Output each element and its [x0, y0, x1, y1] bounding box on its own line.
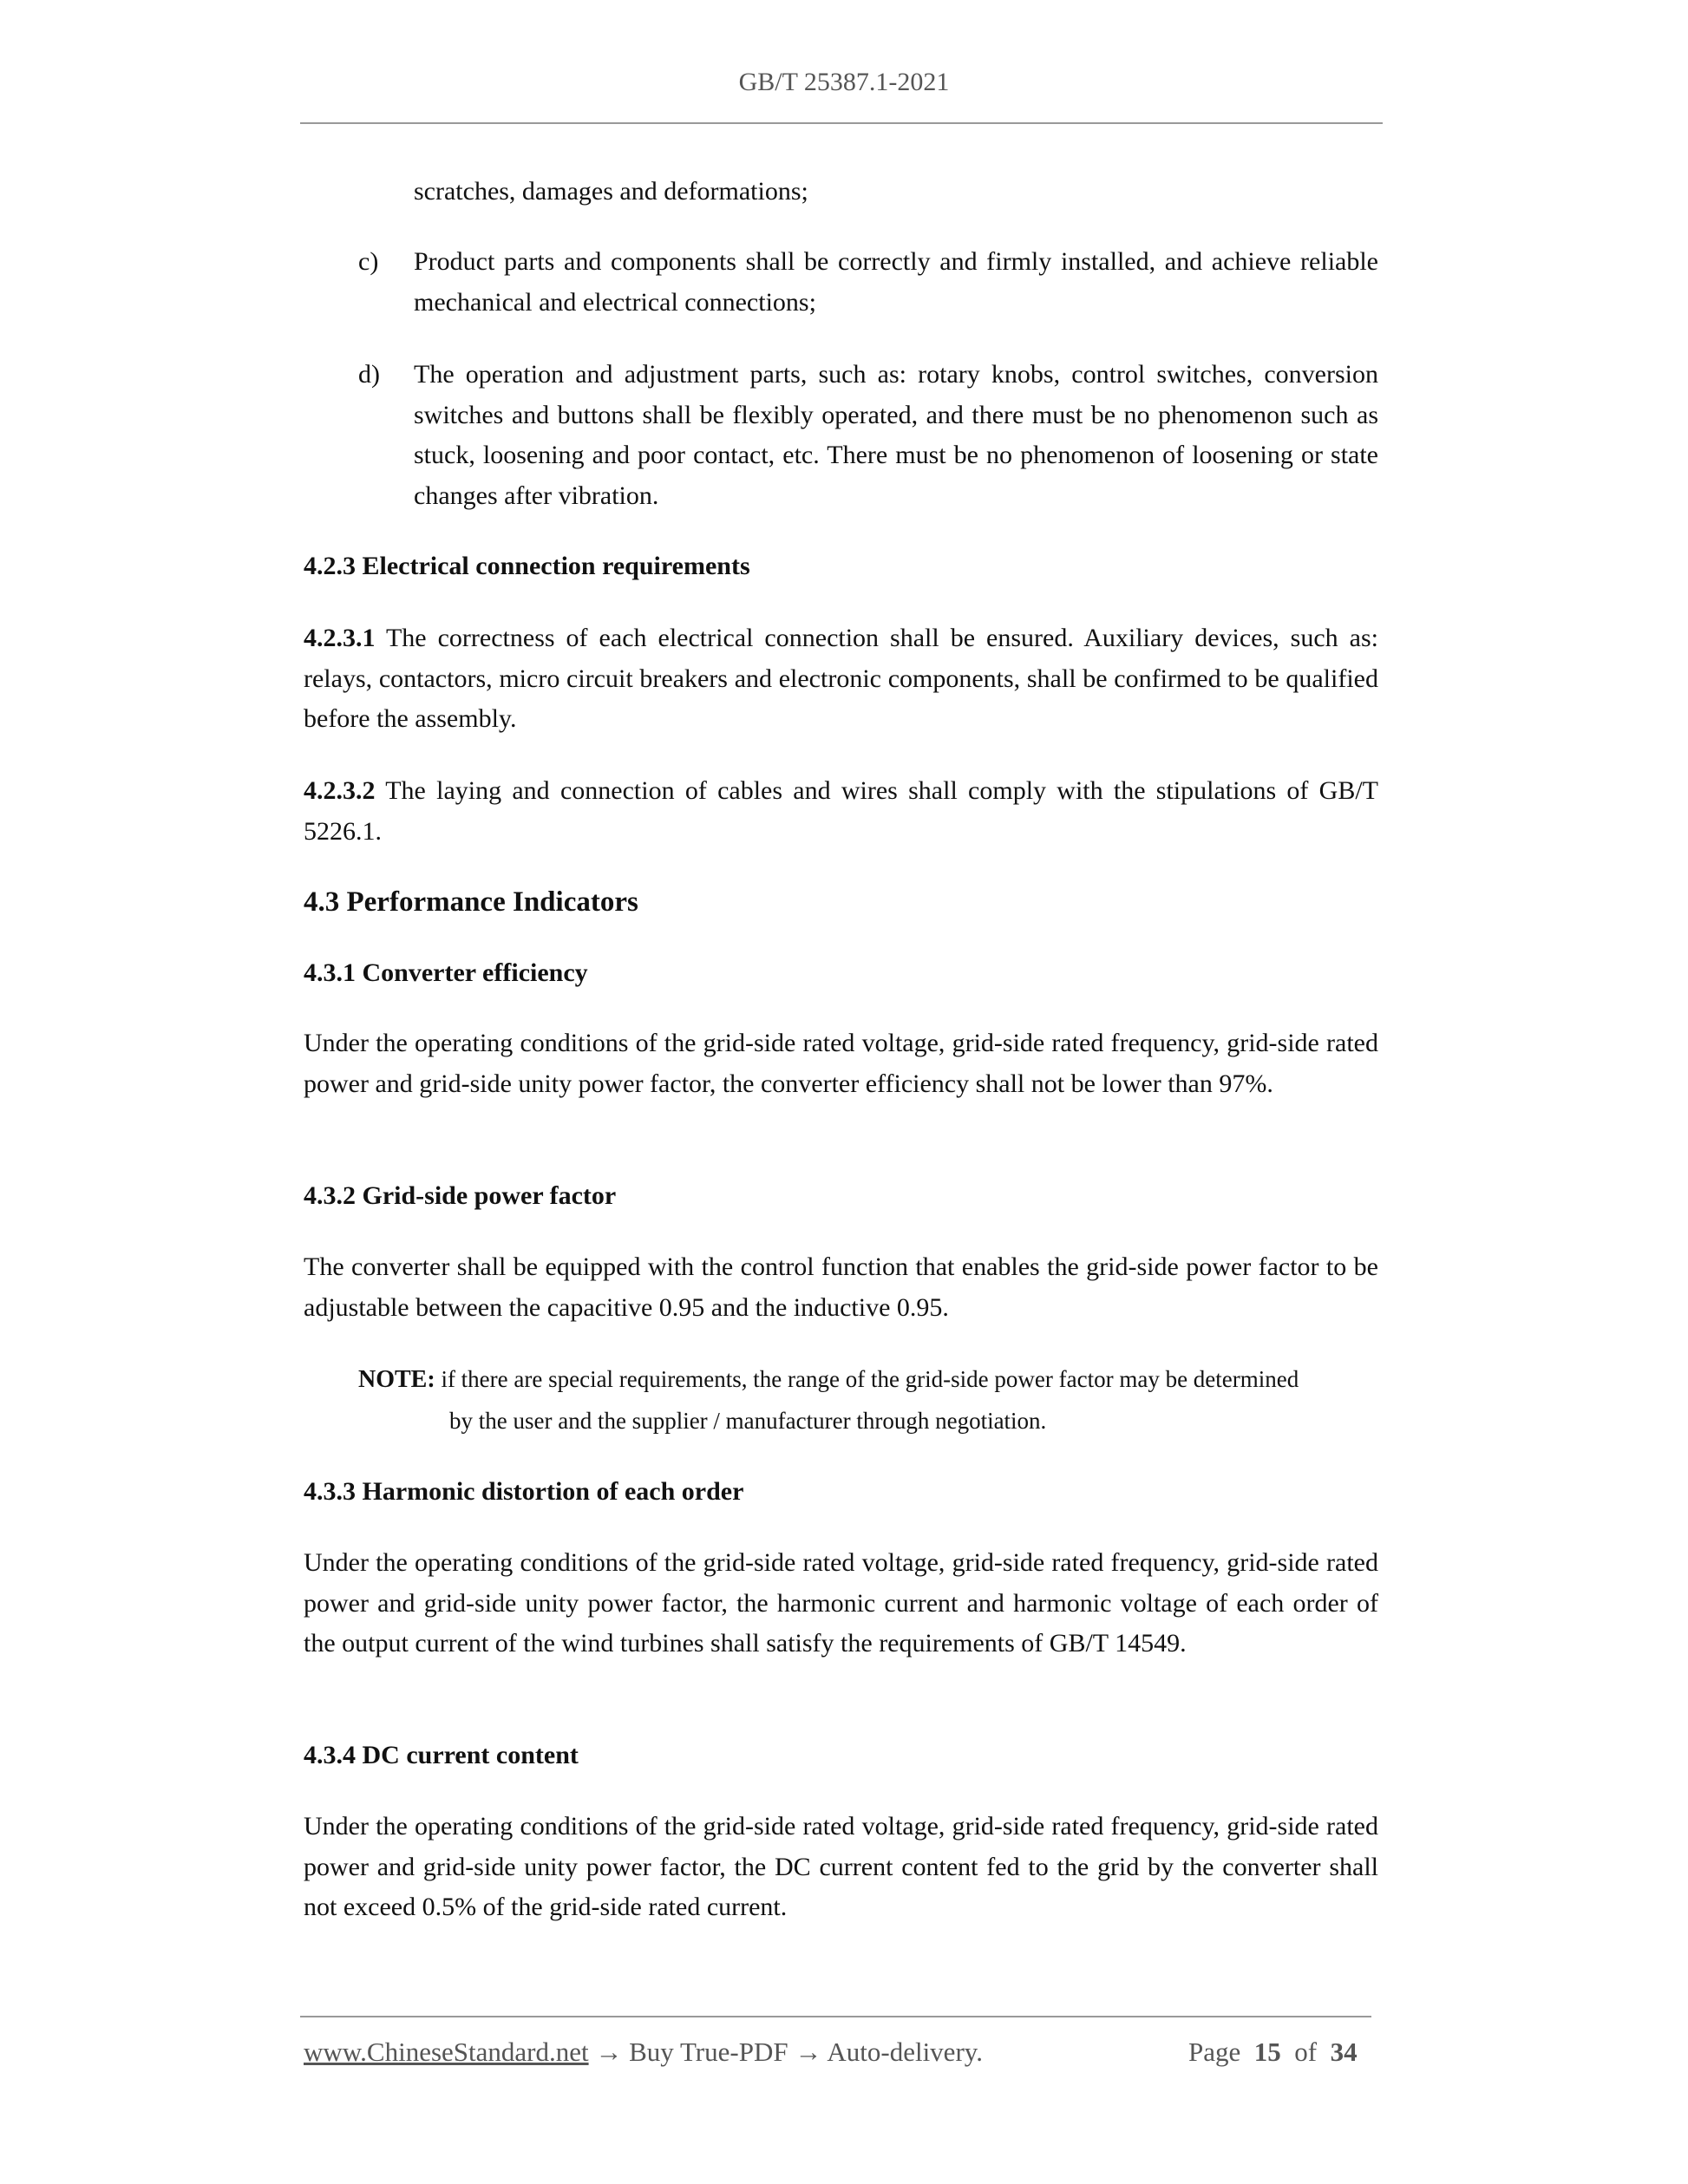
- section-heading-4-2-3: 4.2.3 Electrical connection requirements: [304, 552, 750, 580]
- list-label-d: d): [358, 360, 380, 389]
- page-number: 15: [1253, 2037, 1281, 2067]
- clause-number: 4.2.3.2: [304, 776, 376, 805]
- page-indicator: [1188, 2037, 1358, 2068]
- clause-text: The laying and connection of cables and wires shall comply with the stipulations of GB/T 5226.1.: [304, 776, 1378, 846]
- paragraph-4-2-3-1: [304, 618, 1378, 740]
- footer-left: [304, 2037, 983, 2068]
- footer-tagline: → Buy True-PDF → Auto-delivery.: [588, 2037, 983, 2067]
- of-word: of: [1294, 2037, 1318, 2067]
- document-header: GB/T 25387.1-2021: [738, 68, 950, 96]
- section-heading-4-3-3: 4.3.3 Harmonic distortion of each order: [304, 1477, 744, 1506]
- section-heading-4-3-1: 4.3.1 Converter efficiency: [304, 958, 588, 987]
- header-divider: [300, 122, 1383, 124]
- list-label-c: c): [358, 247, 379, 276]
- section-heading-4-3-2: 4.3.2 Grid-side power factor: [304, 1181, 617, 1210]
- note-text-line2: by the user and the supplier / manufacturer through negotiation.: [449, 1407, 1047, 1434]
- list-item-b-continuation: scratches, damages and deformations;: [414, 177, 808, 206]
- page-word: Page: [1188, 2037, 1241, 2067]
- list-item-d: The operation and adjustment parts, such as: rotary knobs, control switches, conversion switches and buttons shall be flexibly operated, and there must be no phenomenon such as stuck, loosening and poor contact, etc. There must be no phenomenon of loosening or state changes after vibration.: [414, 360, 1378, 510]
- clause-number: 4.2.3.1: [304, 624, 376, 652]
- section-heading-4-3-4: 4.3.4 DC current content: [304, 1741, 579, 1769]
- section-heading-4-3: 4.3 Performance Indicators: [304, 886, 638, 918]
- note: [358, 1359, 1378, 1441]
- clause-text: The correctness of each electrical connection shall be ensured. Auxiliary devices, such as: relays, contactors, micro circuit breakers and electronic components, shall be confirmed to be qualified before the assembly.: [304, 624, 1378, 733]
- paragraph-4-3-1: Under the operating conditions of the grid-side rated voltage, grid-side rated frequency, grid-side rated power and grid-side unity power factor, the converter efficiency shall not be lower than 97%.: [304, 1029, 1378, 1098]
- footer-divider: [300, 2016, 1371, 2017]
- page-total: 34: [1330, 2037, 1358, 2067]
- paragraph-4-3-4: Under the operating conditions of the grid-side rated voltage, grid-side rated frequency, grid-side rated power and grid-side unity power factor, the DC current content fed to the grid by the converter shall not exceed 0.5% of the grid-side rated current.: [304, 1812, 1378, 1921]
- note-text-line1: if there are special requirements, the range of the grid-side power factor may be determined: [435, 1366, 1299, 1392]
- paragraph-4-3-2: The converter shall be equipped with the control function that enables the grid-side power factor to be adjustable between the capacitive 0.95 and the inductive 0.95.: [304, 1252, 1378, 1322]
- website-link[interactable]: www.ChineseStandard.net: [304, 2037, 589, 2067]
- note-label: NOTE:: [358, 1366, 435, 1393]
- paragraph-4-3-3: Under the operating conditions of the grid-side rated voltage, grid-side rated frequency, grid-side rated power and grid-side unity power factor, the harmonic current and harmonic voltage of each order of the output current of the wind turbines shall satisfy the requirements of GB/T 14549.: [304, 1548, 1378, 1658]
- paragraph-4-2-3-2: [304, 771, 1378, 852]
- list-item-c: Product parts and components shall be correctly and firmly installed, and achieve reliable mechanical and electrical connections;: [414, 247, 1378, 317]
